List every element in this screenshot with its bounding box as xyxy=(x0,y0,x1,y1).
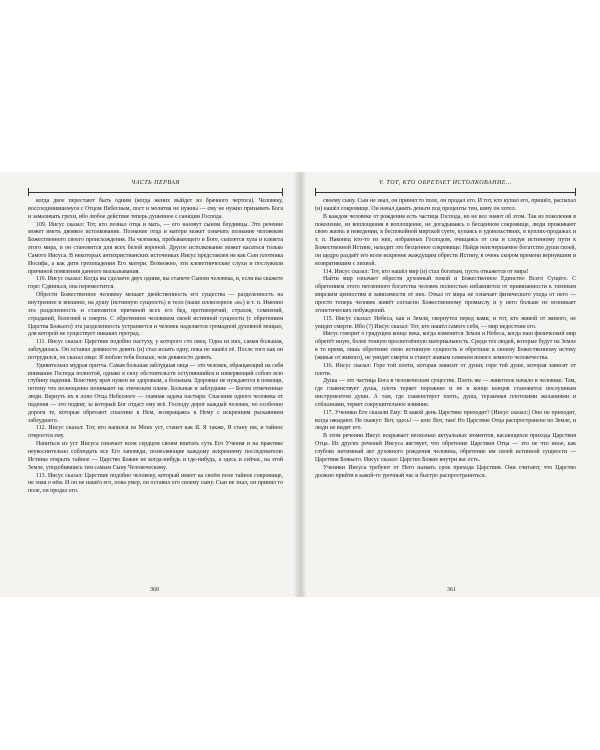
page-number-left: 360 xyxy=(150,587,159,593)
paragraph: 111. Иисус сказал: Царствие подобно пастуху, у которого сто овец. Одна из них, самая большая, заблудилась. Он оставил девяносто девять (и) стал искать одну, пока не нашёл её. После того как он потрудился, он сказал овце: Я люблю тебя больше, чем девяносто девять. xyxy=(28,339,283,361)
paragraph: Удивительно мудрая притча. Самая большая заблудшая овца — это человек, обращающий на себя внимание Господа полнотой, однако в силу обстоятельств оступившийся и измеряющий собою всю глубину падения. Воистину врач нужен не здоровым, а больным. Здоровые не нуждаются в помощи, потому что полноценно понимают на этическом плане. Больные и заблудшие — Богом отмеченные люди. Вернуть их в лоно Отца Небесного — главная задача пастыря. Спасение одного человека от падения — это подвиг, за который Бог отдаст ему всё. Господу дорог каждый человек, но особенно дороги те, которые обретают спасение в Нем, возвращаясь к Нему с искренним раскаянием заблудшего. xyxy=(28,362,283,424)
running-header-left: ЧАСТЬ ПЕРВАЯ xyxy=(131,180,180,186)
paragraph: своему сыну. Сын не знал, он принял то поле, он продал его. И тот, кто купил его, пришёл, распахал (и) нашёл сокровище. Он начал давать деньги под проценты тем, кому он хотел. xyxy=(315,198,576,212)
paragraph: 112. Иисус сказал: Тот, кто напился из Моих уст, станет как Я. Я также, Я стану им, и тайное откроется ему. xyxy=(28,425,283,440)
page-body-left xyxy=(28,198,283,581)
paragraph: Напиться из уст Иисуса означает всем сердцем своим впитать суть Его Учения и на практике неукоснительно соблюдать все Его заповеди, позволяющие каждому искреннему последователю Истины открыть тайное — Царство Божие не когда-нибудь и где-нибудь, а здесь и сейчас, на этой Земле, уподобившись тем самым Сыну Человеческому. xyxy=(28,441,283,471)
page-body-right xyxy=(315,198,576,581)
paragraph: Обрести Божественное человеку мешает двойственность его существа — разделенность на внутреннее и внешнее, на душу (истинную сущность) и тело (наше иллюзорное «я») и т. п. Именно эта разделенность и становится причиной всех его бед, противоречий, страхов, сомнений, страданий, болезней и смерти. С обретением человеком своей истинной сущности (с обретением Царства Божьего) эта разделенность устраняется и человек наделяется громадной духовной мощью, для которой не существует никаких преград. xyxy=(28,292,283,338)
paragraph: когда двое перестают быть одним (когда жених выйдет из брачного чертога). Человеку, воссоединившемуся с Отцом Небесным, пост и молитва не нужны — ему не нужно призывать Бога и замаливать грехи, ибо любое действие теперь душевное с санкции Господа. xyxy=(28,198,283,220)
paragraph: 115. Иисус сказал: Небеса, как и Земля, свернутся перед вами, и тот, кто живой от живого, не увидит смерти. Ибо (?) Иисус сказал: Тот, кто нашёл самого себя, — мир недостоин его. xyxy=(315,315,576,330)
paragraph: 109. Иисус сказал: Тот, кто познал отца и мать, — его назовут сыном блудницы. Это речение может иметь двоякое истолкование. Познание отца и матери может означать познание человеком Божественного своего происхождения. На человека, пребывающего в Боге, сыплется хула и клевета этого мира, и он становится для всех белой вороной. Другое истолкование может касаться только Самого Иисуса. В некоторых антихристианских источниках Иисус представлен не как Сын плотника Иосифа, а как дитя грехопадения Его матери. Возможно, эти клеветнические слухи и послужили причиной появления данного высказывания. xyxy=(28,221,283,275)
book-gutter xyxy=(293,172,307,597)
header-rule-right xyxy=(315,192,576,193)
right-page xyxy=(307,172,600,597)
left-page xyxy=(0,172,293,597)
running-header-right: V. ТОТ, КТО ОБРЕТАЕТ ИСТОЛКОВАНИЕ... xyxy=(379,180,512,186)
paragraph: В этом речении Иисус вскрывает несколько актуальных моментов, касающихся прихода Царствия Отца. Из других речений Иисуса явствует, что обретение Царствия Отца — это не что иное, как глубоко интимный акт духовного рождения человека, обретение им своей истинной сущности — Царствия Божьего. Иисус сказал: Царство Божие внутри вас есть. xyxy=(315,433,576,463)
page-number-right: 361 xyxy=(447,587,456,593)
paragraph: В каждом человеке от рождения есть частица Господа, но не все знают об этом. Так из поколения в поколение, из воплощения в воплощение, не догадываясь о бесценном сокровище, люди проживают свою жизнь в неведении, в беспокойной мирской суете, купаясь в удовольствиях, в куплях-продажах и т. п. Наконец кто-то из них, избранных Господом, очищаясь от сна и следуя истинному пути к Божественной Истине, находит это бесценное сокровище. Найдя неисчерпаемое богатство души своей, он щедро раздаёт его всем искренне жаждущим обрести Истину, в очень скором времени вернувшим и возвратившим с лихвой. xyxy=(315,213,576,267)
paragraph: 116. Иисус сказал: Горе той плоти, которая зависит от души; горе той душе, которая зависит от плоти. xyxy=(315,362,576,377)
paragraph: 114. Иисус сказал: Тот, кто нашёл мир (и) стал богатым, пусть откажется от мира! xyxy=(323,268,529,275)
paragraph: 110. Иисус сказал: Когда вы сделаете двух одним, вы станете Сыном человека, и, если вы скажете горе: Сдвинься, она переместится. xyxy=(28,276,283,291)
header-rule-left xyxy=(28,192,283,193)
paragraph: Душа — это частица Бога в человеческом существе. Плоть же — животное начало в человеке. Там, где главенствует душа, плоть теряет порожнее и не в конце концов становится послушным инструментом души. А там, где главенствует плоть, душа, терзаемая плотскими желаниями и соблазнами, теряет сокрушительное влияние. xyxy=(315,378,576,408)
paragraph: 117. Ученики Его сказали Ему: В какой день Царствие приходит? (Иисус сказал:) Оно не приходит, когда ожидают. Не скажут: Вот, здесь! — или: Вот, там! Но Царствие Отца распространено по Земле, и люди не видят его. xyxy=(315,409,576,432)
paragraph: Ученики Иисуса требуют от Него назвать срок прихода Царствия. Они считают, что Царство должно прийти в какой-то урочный час и быстро распространиться. xyxy=(315,464,576,479)
paragraph: Найти мир означает обрести духовный покой и Божественное Единство Всего Сущего. С обретением этого нетленного богатства человек полностью избавляется от привязанности к тленным мирским ценностям и зависимости от них. Отказ от мира не означает физического ухода от него — просто теперь человек живёт согласно Божественному промыслу и у него больше не возникает эгоистических побуждений. xyxy=(315,276,576,314)
paragraph: 113. Иисус сказал: Царствие подобно человеку, который имеет на своём поле тайное сокровище, не зная о нём. И он не нашёл его, пока умер, он оставил его своему сыну. Сын не знал, он принял то поле, он продал его. xyxy=(28,472,283,495)
paragraph: Иисус говорит о грядущем конце века, когда изменится Земля и Небеса, когда наш физический мир обретёт иную, более тонкую просветлённую материальность. Среди тех людей, которые будут на Земле в то время, лишь обретение свою истинную сущность и обретшие к своему Божественному истоку (живые от живого), не увидят смерти и станут живым семенем нового земного человечества. xyxy=(315,331,576,361)
book-spread xyxy=(0,172,600,597)
